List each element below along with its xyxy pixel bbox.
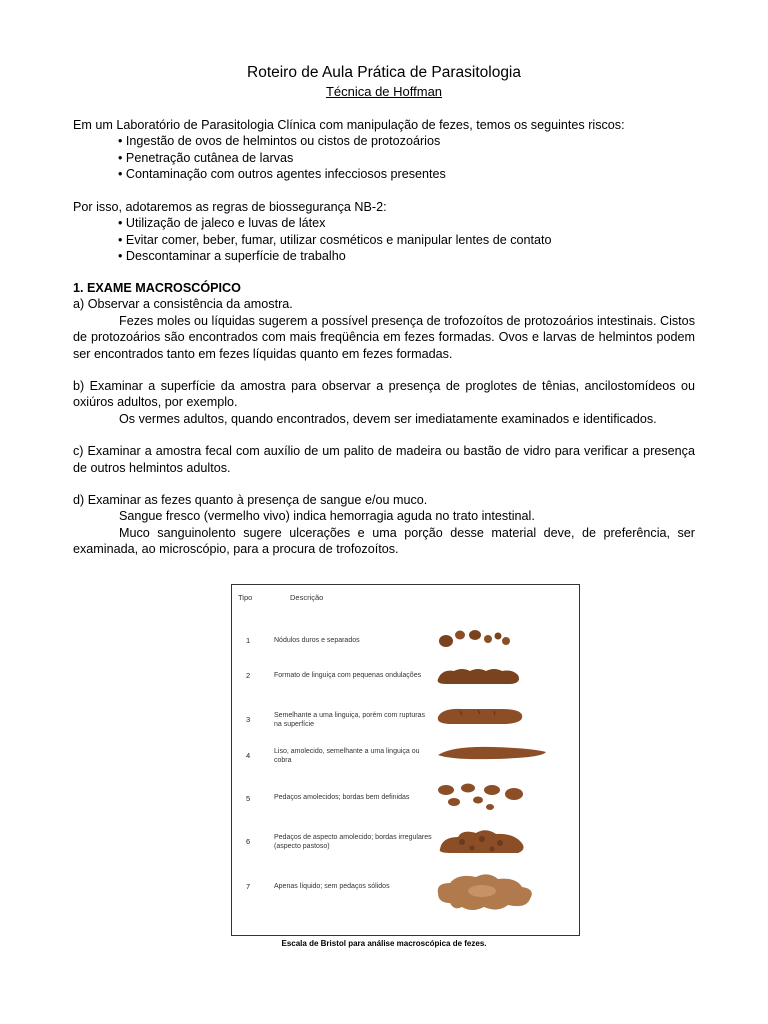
exam-d-text1: Sangue fresco (vermelho vivo) indica hemorragia aguda no trato intestinal. — [119, 509, 535, 524]
fig-desc: Apenas líquido; sem pedaços sólidos — [274, 883, 390, 890]
rule-item: • Evitar comer, beber, fumar, utilizar cosméticos e manipular lentes de contato — [118, 232, 695, 248]
fig-num: 1 — [246, 636, 251, 645]
rules-list — [73, 215, 695, 264]
fig-col-desc: Descrição — [290, 593, 324, 602]
type7-illustration — [432, 867, 542, 915]
fig-num: 5 — [246, 794, 251, 803]
fig-desc: Formato de linguiça com pequenas ondulações — [274, 672, 422, 679]
exam-c-title: c) Examinar a amostra fecal com auxílio de um palito de madeira ou bastão de vidro para verificar a presença de outros helmintos adultos. — [73, 444, 695, 475]
fig-col-tipo: Tipo — [238, 593, 253, 602]
risks-intro: Em um Laboratório de Parasitologia Clínica com manipulação de fezes, temos os seguintes riscos: — [73, 118, 625, 132]
fig-num: 3 — [246, 715, 251, 724]
rules-intro: Por isso, adotaremos as regras de biossegurança NB-2: — [73, 200, 387, 214]
rule-item: • Utilização de jaleco e luvas de látex — [118, 215, 695, 231]
page-subtitle: Técnica de Hoffman — [325, 84, 443, 99]
exam-d-text2: Muco sanguinolento sugere ulcerações e uma porção desse material deve, de preferência, ser examinada, ao microscópio, para a procura de trofozoítos. — [73, 525, 695, 557]
type6-illustration — [432, 825, 532, 859]
fig-desc: Pedaços amolecidos; bordas bem definidas — [274, 794, 410, 801]
fig-desc: Liso, amolecido, semelhante a uma linguiça ou cobra — [274, 748, 420, 764]
exam-section — [73, 280, 695, 558]
figure-caption: Escala de Bristol para análise macroscópica de fezes. — [281, 939, 487, 948]
fig-desc: Nódulos duros e separados — [274, 637, 360, 644]
type1-illustration — [432, 627, 522, 653]
type5-illustration — [432, 780, 542, 814]
fig-num: 6 — [246, 837, 251, 846]
risks-section — [73, 117, 695, 183]
risk-item: • Ingestão de ovos de helmintos ou cistos de protozoários — [118, 133, 695, 149]
page-title: Roteiro de Aula Prática de Parasitologia — [247, 64, 521, 81]
risks-list — [73, 133, 695, 182]
risk-item: • Penetração cutânea de larvas — [118, 150, 695, 166]
type2-illustration — [432, 663, 532, 689]
bristol-scale-figure — [231, 584, 580, 936]
fig-num: 2 — [246, 671, 251, 680]
fig-desc: Pedaços de aspecto amolecido; bordas irregulares (aspecto pastoso) — [274, 834, 432, 850]
fig-num: 7 — [246, 882, 251, 891]
exam-a-text: Fezes moles ou líquidas sugerem a possível presença de trofozoítos de protozoários intestinais. Cistos de protozoários são encontrados com mais freqüência em fezes formadas. Ovos e larvas de helmintos podem ser encontrados tanto em fezes líquidas quanto em fezes formadas. — [73, 313, 695, 361]
exam-heading: 1. EXAME MACROSCÓPICO — [73, 281, 241, 295]
fig-num: 4 — [246, 751, 251, 760]
exam-a-title: a) Observar a consistência da amostra. — [73, 297, 293, 312]
fig-desc: Semelhante a uma linguiça, porém com rupturas na superfície — [274, 712, 425, 728]
exam-b-text: Os vermes adultos, quando encontrados, devem ser imediatamente examinados e identificados. — [119, 411, 657, 426]
rules-section — [73, 199, 695, 265]
risk-item: • Contaminação com outros agentes infecciosos presentes — [118, 166, 695, 182]
type3-illustration — [432, 703, 532, 729]
exam-d-title: d) Examinar as fezes quanto à presença de sangue e/ou muco. — [73, 493, 428, 508]
exam-b-title: b) Examinar a superfície da amostra para observar a presença de proglotes de tênias, ancilostomídeos ou oxiúros adultos, por exemplo. — [73, 379, 695, 410]
type4-illustration — [432, 740, 552, 766]
rule-item: • Descontaminar a superfície de trabalho — [118, 248, 695, 264]
